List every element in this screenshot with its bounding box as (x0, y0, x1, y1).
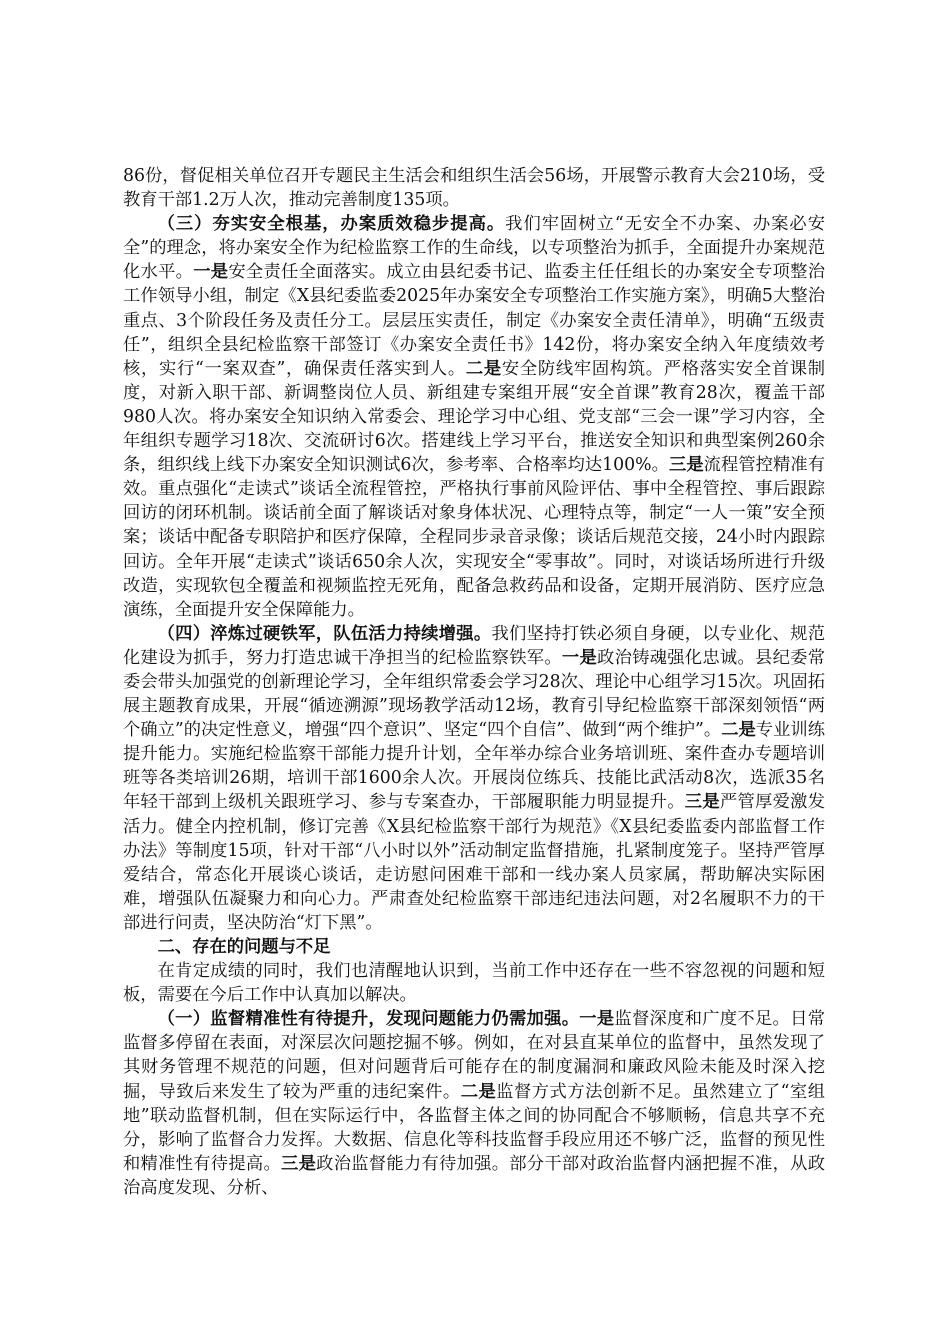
item-lead: 二是 (460, 1081, 497, 1102)
item-lead: 三是 (281, 1153, 317, 1174)
paragraph-text: 在肯定成绩的同时，我们也清醒地认识到，当前工作中还存在一些不容忽视的问题和短板，需要在今后工作中认真加以解决。 (123, 961, 825, 1006)
item-text: 流程管控精准有效。重点强化“走读式”谈话全流程管控，严格执行事前风险评估、事中全程管控、事后跟踪回访的闭环机制。谈话前全面了解谈话对象身体状况、心理特点等，制定“一人一策”安全预案；谈话中配备专职陪护和医疗保障，全程同步录音录像；谈话后规范交接，24小时内跟踪回访。全年开展“走读式”谈话650余人次，实现安全“零事故”。同时，对谈话场所进行升级改造，实现软包全覆盖和视频监控无死角，配备急救药品和设备，定期开展消防、医疗应急演练，全面提升安全保障能力。 (123, 455, 825, 620)
section-title: 二、存在的问题与不足 (157, 937, 331, 957)
item-text: 政治监督能力有待加强。部分干部对政治监督内涵把握不准，从政治高度发现、分析、 (123, 1153, 825, 1198)
item-lead: 一是 (193, 262, 229, 283)
subsection-heading: （三）夯实安全根基，办案质效稳步提高。 (157, 214, 506, 235)
document-page (123, 164, 825, 1200)
item-text: 政治铸魂强化忠诚。县纪委常委会带头加强党的创新理论学习，全年组织常委会学习28次、理论中心组学习15次。巩固拓展主题教育成果，开展“循迹溯源”现场教学活动12场，教育引导纪检监察干部深刻领悟“两个确立”的决定性意义，增强“四个意识”、坚定“四个自信”、做到“两个维护”。 (123, 647, 825, 741)
paragraph-problem-1 (123, 1007, 825, 1200)
paragraph-text: 86份，督促相关单位召开专题民主生活会和组织生活会56场，开展警示教育大会210场，受教育干部1.2万人次，推动完善制度135项。 (123, 166, 825, 211)
item-lead: 二是 (721, 720, 756, 741)
item-text: 安全责任全面落实。成立由县纪委书记、监委主任任组长的办案安全专项整治工作领导小组，制定《X县纪委监委2025年办案安全专项整治工作实施方案》，明确5大整治重点、3个阶段任务及责任分工。层层压实责任，制定《办案安全责任清单》，明确“五级责任”，组织全县纪检监察干部签订《办案安全责任书》142份，将办案安全纳入年度绩效考核，实行“一案双查”，确保责任落实到人。 (123, 262, 825, 379)
subsection-heading: （一）监督精准性有待提升，发现问题能力仍需加强。 (157, 1009, 580, 1030)
paragraph-intro: 我们牢固树立“无安全不办案、办案必安全”的理念，将办案安全作为纪检监察工作的生命线，以专项整治为抓手，全面提升办案规范化水平。 (123, 214, 825, 283)
item-text: 严管厚爱激发活力。健全内控机制，修订完善《X县纪检监察干部行为规范》《X县纪委监委内部监督工作办法》等制度15项，针对干部“八小时以外”活动制定监督措施，扎紧制度笼子。坚持严管厚爱结合，常态化开展谈心谈话，走访慰问困难干部和一线办案人员家属，帮助解决实际困难，增强队伍凝聚力和向心力。严肃查处纪检监察干部违纪违法问题，对2名履职不力的干部进行问责，坚决防治“灯下黑”。 (123, 792, 825, 933)
item-lead: 二是 (465, 358, 502, 379)
paragraph-section-3 (123, 212, 825, 622)
item-lead: 一是 (579, 1009, 615, 1030)
paragraph-intro: 我们坚持打铁必须自身硬，以专业化、规范化建设为抓手，努力打造忠诚干净担当的纪检监察铁军。 (123, 623, 825, 668)
item-text: 安全防线牢固构筑。严格落实安全首课制度，对新入职干部、新调整岗位人员、新组建专案组开展“安全首课”教育28次，覆盖干部980人次。将办案安全知识纳入常委会、理论学习中心组、党支部“三会一课”学习内容，全年组织专题学习18次、交流研讨6次。搭建线上学习平台，推送安全知识和典型案例260余条，组织线上线下办案安全知识测试6次，参考率、合格率均达100%。 (123, 358, 825, 476)
paragraph-section-4 (123, 622, 825, 935)
paragraph-continuation (123, 164, 825, 212)
item-text: 监督深度和广度不足。日常监督多停留在表面，对深层次问题挖掘不够。例如，在对县直某单位的监督中，虽然发现了其财务管理不规范的问题，但对问题背后可能存在的制度漏洞和廉政风险未能及时深入挖掘，导致后来发生了较为严重的违纪案件。 (123, 1009, 825, 1102)
item-lead: 三是 (684, 792, 720, 813)
item-text: 专业训练提升能力。实施纪检监察干部能力提升计划，全年举办综合业务培训班、案件查办专题培训班等各类培训26期，培训干部1600余人次。开展岗位练兵、技能比武活动8次，选派35名年轻干部到上级机关跟班学习、参与专案查办，干部履职能力明显提升。 (123, 720, 825, 813)
item-lead: 三是 (668, 455, 704, 476)
section-intro (123, 959, 825, 1007)
subsection-heading: （四）淬炼过硬铁军，队伍活力持续增强。 (157, 623, 492, 644)
item-text: 监督方式方法创新不足。虽然建立了“室组地”联动监督机制，但在实际运行中，各监督主体之间的协同配合不够顺畅，信息共享不充分，影响了监督合力发挥。大数据、信息化等科技监督手段应用还不够广泛，监督的预见性和精准性有待提高。 (123, 1081, 825, 1174)
item-lead: 一是 (561, 647, 598, 668)
